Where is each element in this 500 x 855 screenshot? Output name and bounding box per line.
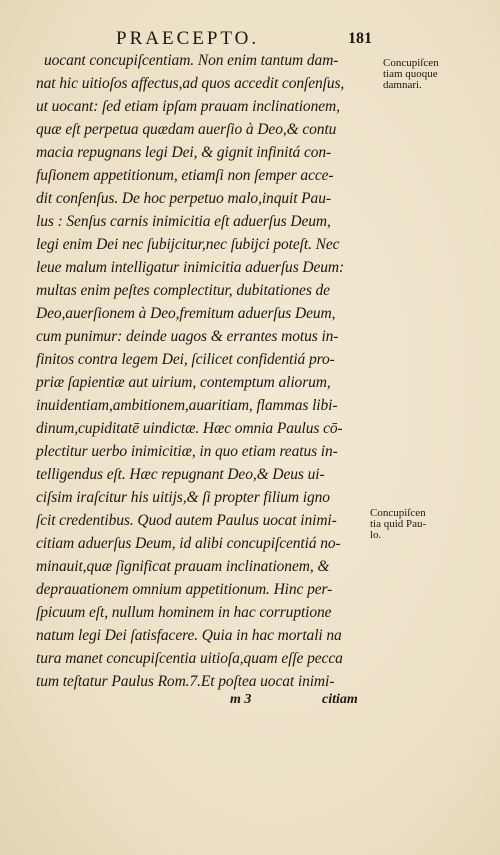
text-line: uocant concupiſcentiam. Non enim tantum dam- <box>44 52 339 69</box>
margin-note-line: tiam quoque <box>383 68 438 80</box>
text-line: tura manet concupiſcentia uitioſa,quam eſſe pecca <box>36 650 343 667</box>
margin-note-line: Concupiſcen <box>370 507 426 519</box>
text-line: tum teſtatur Paulus Rom.7.Et poſtea uocat inimi- <box>36 673 335 690</box>
text-line: natum legi Dei ſatisfacere. Quia in hac mortali na <box>36 627 342 644</box>
folio-number: 181 <box>348 30 372 47</box>
margin-note-line: damnari. <box>383 79 422 91</box>
text-line: ut uocant: ſed etiam ipſam prauam inclinationem, <box>36 98 340 115</box>
text-line: macia repugnans legi Dei, & gignit infinitá con- <box>36 144 332 161</box>
text-line: cum punimur: deinde uagos & errantes motus in- <box>36 328 339 345</box>
text-line: citiam aduerſus Deum, id alibi concupiſcentiá no- <box>36 535 341 552</box>
text-line: finitos contra legem Dei, ſcilicet confidentiá pro- <box>36 351 335 368</box>
margin-note-line: Concupiſcen <box>383 57 439 69</box>
text-line: inuidentiam,ambitionem,auaritiam, flammas libi- <box>36 397 338 414</box>
text-line: legi enim Dei nec ſubijcitur,nec ſubijci poteſt. Nec <box>36 236 340 253</box>
text-line: minauit,quæ ſignificat prauam inclinationem, & <box>36 558 330 575</box>
margin-note <box>383 58 439 91</box>
text-line: Deo,auerſionem à Deo,fremitum aduerſus Deum, <box>36 305 336 322</box>
text-line: ſcit credentibus. Quod autem Paulus uocat inimi- <box>36 512 337 529</box>
text-line: priæ ſapientiæ aut uirium, contemptum aliorum, <box>36 374 331 391</box>
text-line: quæ eſt perpetua quædam auerſio à Deo,& contu <box>36 121 337 138</box>
text-line: dit conſenſus. De hoc perpetuo malo,inquit Pau- <box>36 190 331 207</box>
running-head: PRAECEPTO. <box>116 28 260 49</box>
margin-note-line: tia quid Pau- <box>370 518 427 530</box>
text-line: ciſsim iraſcitur his uitijs,& ſi propter filium igno <box>36 489 330 506</box>
text-line: telligendus eſt. Hæc repugnant Deo,& Deus ui- <box>36 466 325 483</box>
text-line: lus : Senſus carnis inimicitia eſt aduerſus Deum, <box>36 213 331 230</box>
signature-mark: m 3 <box>230 692 252 707</box>
margin-note-line: lo. <box>370 529 382 541</box>
text-line: plectitur uerbo inimicitiæ, in quo etiam reatus in- <box>36 443 338 460</box>
text-line: deprauationem omnium appetitionum. Hinc per- <box>36 581 333 598</box>
page-header <box>0 28 500 50</box>
margin-note <box>370 508 426 541</box>
text-line: nat hic uitioſos affectus,ad quos accedit conſenſus, <box>36 75 345 92</box>
text-line: ſpicuum eſt, nullum hominem in hac corruptione <box>36 604 332 621</box>
text-line: multas enim peſtes complectitur, dubitationes de <box>36 282 330 299</box>
catchword: citiam <box>322 692 358 707</box>
text-line: fuſionem appetitionum, etiamſi non ſemper acce- <box>36 167 334 184</box>
text-line: dinum,cupiditatē uindictæ. Hæc omnia Paulus cō- <box>36 420 343 437</box>
text-line: leue malum intelligatur inimicitia aduerſus Deum: <box>36 259 345 276</box>
